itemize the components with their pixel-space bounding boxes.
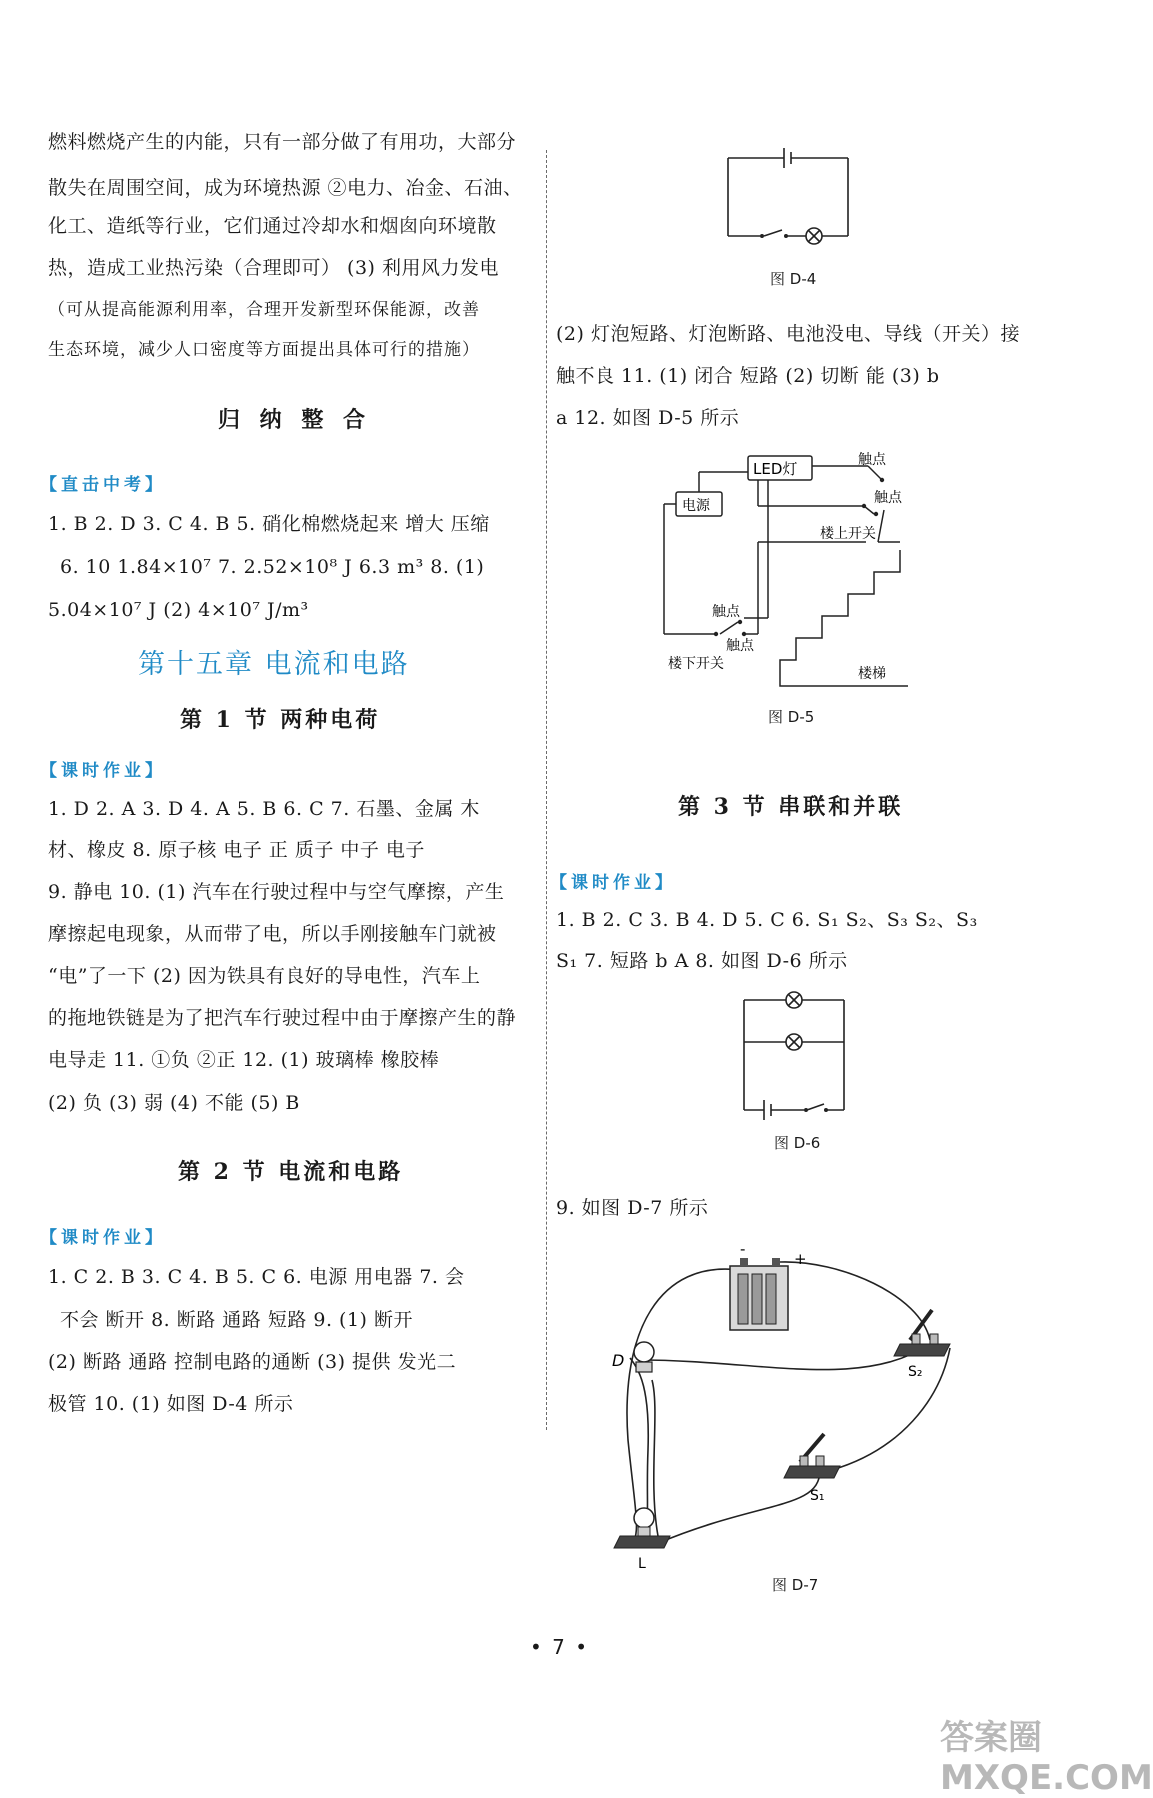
- d5-contact-label: 触点: [874, 490, 902, 506]
- battery-icon: [730, 1258, 788, 1330]
- section-3-line: S₁ 7. 短路 b A 8. 如图 D-6 所示: [556, 950, 848, 972]
- intro-line: 散失在周围空间，成为环境热源 ②电力、冶金、石油、: [48, 177, 523, 199]
- section-1-line: 1. D 2. A 3. D 4. A 5. B 6. C 7. 石墨、金属 木: [48, 798, 480, 820]
- section-3-line: 1. B 2. C 3. B 4. D 5. C 6. S₁ S₂、S₃ S₂、S₃: [556, 909, 978, 931]
- switch-s1-icon: [784, 1434, 840, 1478]
- summary-line: 1. B 2. D 3. C 4. B 5. 硝化棉燃烧起来 增大 压缩: [48, 513, 490, 535]
- section-2-title: 第 2 节 电流和电路: [178, 1159, 404, 1185]
- section-1-line: 材、橡皮 8. 原子核 电子 正 质子 中子 电子: [48, 839, 425, 861]
- figure-d5-circuit: [660, 450, 920, 690]
- figure-d6-caption: 图 D-6: [774, 1134, 821, 1152]
- section-1-line: 摩擦起电现象，从而带了电，所以手刚接触车门就被: [48, 923, 497, 945]
- section-2-line: 1. C 2. B 3. C 4. B 5. C 6. 电源 用电器 7. 会: [48, 1266, 465, 1288]
- d5-power-label: 电源: [682, 498, 710, 514]
- section-3-tag: 【课时作业】: [550, 873, 676, 893]
- page-number: • 7 •: [530, 1635, 590, 1659]
- section-2-tag: 【课时作业】: [40, 1228, 166, 1248]
- figure-d4-caption: 图 D-4: [770, 270, 817, 288]
- intro-line: （可从提高能源利用率，合理开发新型环保能源，改善: [48, 300, 480, 320]
- d5-downstairs-switch-label: 楼下开关: [668, 656, 724, 672]
- d7-s2-label: S₂: [908, 1364, 923, 1380]
- section-1-tag: 【课时作业】: [40, 761, 166, 781]
- d7-d-label: D: [612, 1351, 625, 1370]
- intro-line: 化工、造纸等行业，它们通过冷却水和烟囱向环境散: [48, 215, 497, 237]
- switch-s2-icon: [894, 1310, 950, 1356]
- watermark-text: 答案圈 MXQE.COM: [940, 1718, 1153, 1798]
- section-1-title: 第 1 节 两种电荷: [180, 707, 381, 733]
- chapter-title: 第十五章 电流和电路: [138, 649, 410, 680]
- question-9-line: 9. 如图 D-7 所示: [556, 1197, 709, 1219]
- summary-line: 6. 10 1.84×10⁷ 7. 2.52×10⁸ J 6.3 m³ 8. (1): [60, 556, 485, 578]
- section-2-line: 不会 断开 8. 断路 通路 短路 9. (1) 断开: [60, 1309, 413, 1331]
- figure-d5-caption: 图 D-5: [768, 708, 815, 726]
- right-text-line: (2) 灯泡短路、灯泡断路、电池没电、导线（开关）接: [556, 323, 1020, 345]
- section-2-line: (2) 断路 通路 控制电路的通断 (3) 提供 发光二: [48, 1351, 457, 1373]
- right-text-line: 触不良 11. (1) 闭合 短路 (2) 切断 能 (3) b: [556, 365, 940, 387]
- d7-s1-label: S₁: [810, 1488, 825, 1504]
- section-1-line: 电导走 11. ①负 ②正 12. (1) 玻璃棒 橡胶棒: [48, 1049, 440, 1071]
- d7-minus-label: -: [740, 1240, 746, 1258]
- d7-l-label: L: [638, 1556, 646, 1572]
- summary-tag: 【直击中考】: [40, 475, 166, 495]
- section-3-title: 第 3 节 串联和并联: [678, 794, 904, 820]
- section-2-line: 极管 10. (1) 如图 D-4 所示: [48, 1393, 294, 1415]
- section-1-line: (2) 负 (3) 弱 (4) 不能 (5) B: [48, 1092, 300, 1114]
- summary-title: 归 纳 整 合: [218, 407, 371, 433]
- intro-line: 燃料燃烧产生的内能，只有一部分做了有用功，大部分: [48, 131, 517, 153]
- section-1-line: 9. 静电 10. (1) 汽车在行驶过程中与空气摩擦，产生: [48, 881, 505, 903]
- d5-upstairs-switch-label: 楼上开关: [820, 526, 876, 542]
- d5-contact-label: 触点: [726, 638, 754, 654]
- summary-line: 5.04×10⁷ J (2) 4×10⁷ J/m³: [48, 599, 309, 621]
- d5-contact-label: 触点: [712, 604, 740, 620]
- watermark-logo: [940, 1718, 1153, 1798]
- d5-contact-label: 触点: [858, 452, 886, 468]
- d-lamp-icon: [634, 1342, 654, 1372]
- lamp-l-icon: [614, 1508, 670, 1548]
- figure-d6-circuit: [734, 990, 854, 1120]
- intro-line: 生态环境，减少人口密度等方面提出具体可行的措施）: [48, 340, 480, 360]
- d5-stairs-label: 楼梯: [858, 666, 886, 682]
- column-divider: [546, 150, 547, 1430]
- figure-d7-circuit: [600, 1240, 1020, 1572]
- section-1-line: 的拖地铁链是为了把汽车行驶过程中由于摩擦产生的静: [48, 1007, 517, 1029]
- figure-d7-caption: 图 D-7: [772, 1576, 819, 1594]
- d7-plus-label: +: [794, 1250, 807, 1268]
- right-text-line: a 12. 如图 D-5 所示: [556, 407, 740, 429]
- figure-d4-circuit: [720, 140, 860, 250]
- d5-led-label: LED灯: [753, 460, 798, 478]
- intro-line: 热，造成工业热污染（合理即可） (3) 利用风力发电: [48, 257, 499, 279]
- section-1-line: “电”了一下 (2) 因为铁具有良好的导电性，汽车上: [48, 965, 481, 987]
